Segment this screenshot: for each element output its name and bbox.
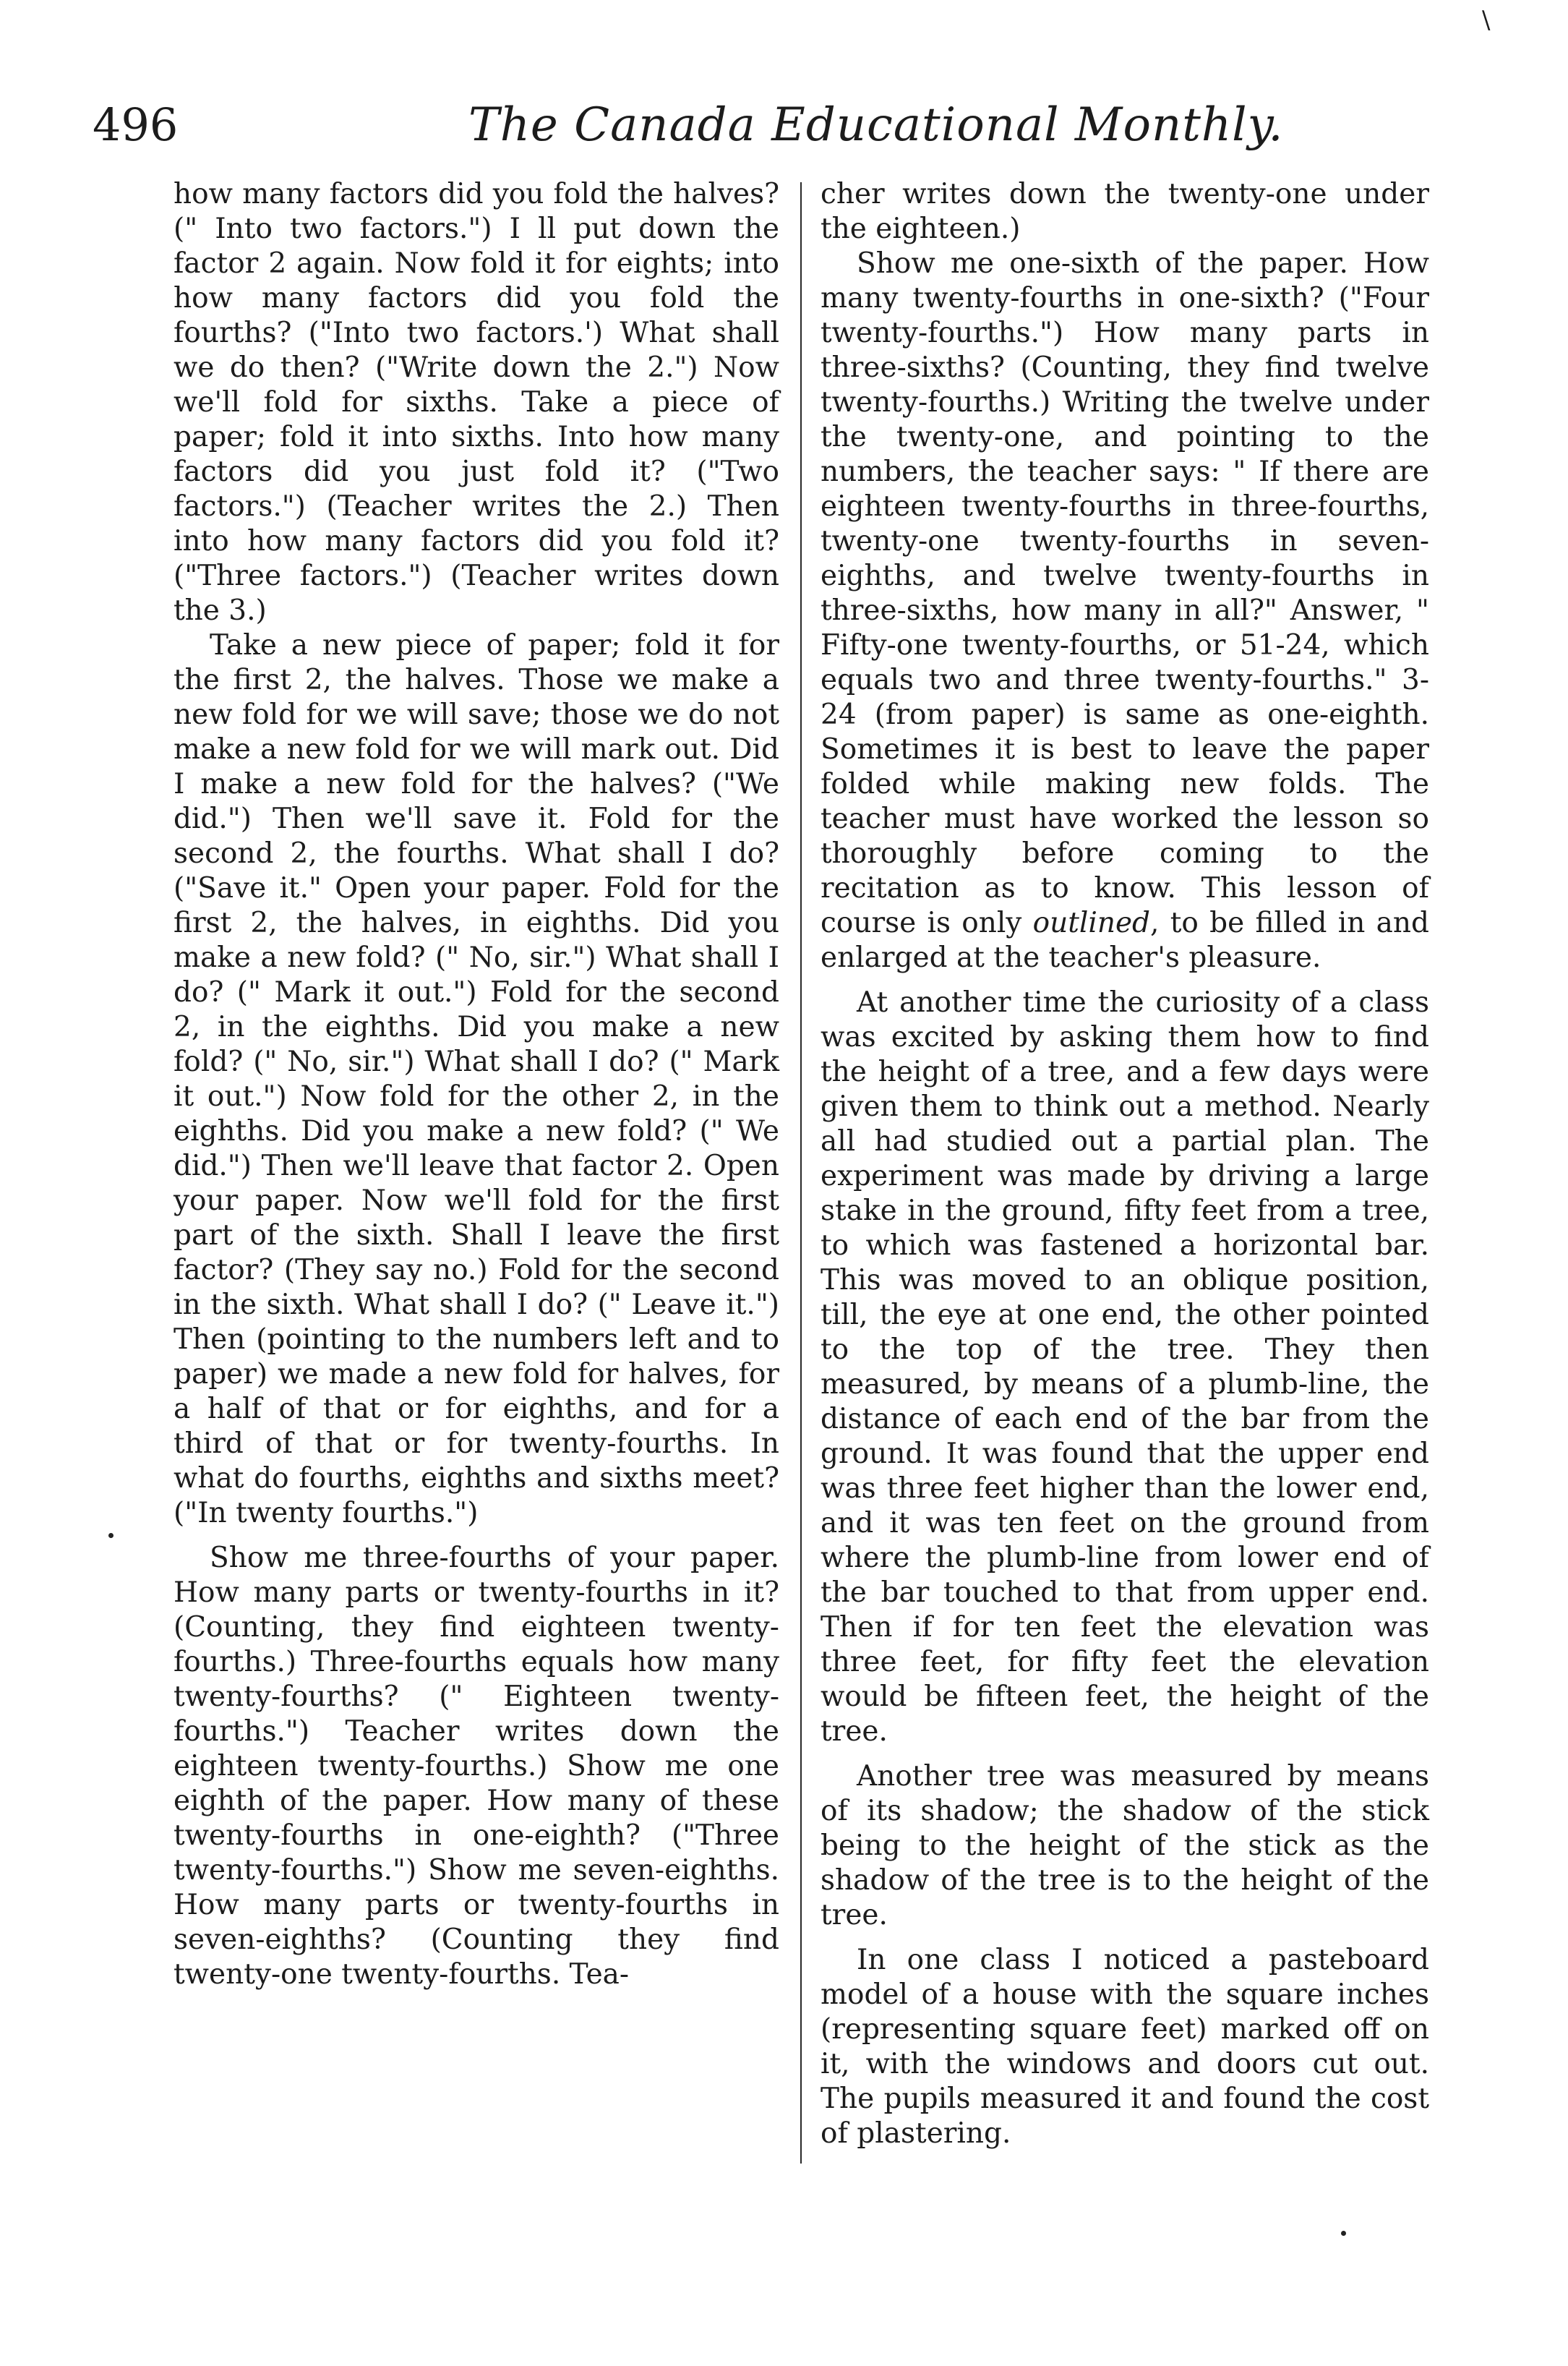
right-column [821,177,1429,2151]
paragraph-text: Show me one-sixth of the paper. How many twenty-fourths in one-sixth? ("Four twenty-fourths.") How many parts in three-sixths? (Counting, they find twelve twenty-fourths.) Writing the twelve under the twenty-one, and pointing to the numbers, the teacher says: " If there are eighteen twenty-fourths in three-fourths, twenty-one twenty-fourths in seven-eighths, and twelve twenty-fourths in three-sixths, how many in all?" Answer, " Fifty-one twenty-fourths, or 51-24, which equals two and three twenty-fourths." 3-24 (from paper) is same as one-eighth. Sometimes it is best to leave the paper folded while making new folds. The teacher must have worked the lesson so thoroughly before coming to the recitation as to know. This lesson of course is only [821,247,1429,939]
corner-mark: \ [1482,6,1491,35]
paragraph: Take a new piece of paper; fold it for the first 2, the halves. Those we make a new fold for we will save; those we do not make a new fold for we will mark out. Did I make a new fold for the halves? ("We did.") Then we'll save it. Fold for the second 2, the fourths. What shall I do? ("Save it." Open your paper. Fold for the first 2, the halves, in eighths. Did you make a new fold? (" No, sir.") What shall I do? (" Mark it out.") Fold for the second 2, in the eighths. Did you make a new fold? (" No, sir.") What shall I do? (" Mark it out.") Now fold for the other 2, in the eighths. Did you make a new fold? (" We did.") Then we'll leave that factor 2. Open your paper. Now we'll fold for the first part of the sixth. Shall I leave the first factor? (They say no.) Fold for the second in the sixth. What shall I do? (" Leave it.") Then (pointing to the numbers left and to paper) we made a new fold for halves, for a half of that or for eighths, and for a third of that or for twenty-fourths. In what do fourths, eighths and sixths meet? ("In twenty fourths.") [173,629,779,1529]
page-header [0,98,1568,163]
paragraph: At another time the curiosity of a class was excited by asking them how to find the height of a tree, and a few days were given them to think out a method. Nearly all had studied out a partial plan. The experiment was made by driving a large stake in the ground, fifty feet from a tree, to which was fastened a horizontal bar. This was moved to an oblique position, till, the eye at one end, the other pointed to the top of the tree. They then measured, by means of a plumb-line, the distance of each end of the bar from the ground. It was found that the upper end was three feet higher than the lower end, and it was ten feet on the ground from where the plumb-line from lower end of the bar touched to that from upper end. Then if for ten feet the elevation was three feet, for fifty feet the elevation would be fifteen feet, the height of the tree. [821,986,1429,1748]
paragraph: In one class I noticed a pasteboard model of a house with the square inches (representing square feet) marked off on it, with the windows and doors cut out. The pupils measured it and found the cost of plastering. [821,1944,1429,2150]
margin-dot [1341,2231,1346,2236]
paragraph: Another tree was measured by means of its shadow; the shadow of the stick being to the height of the stick as the shadow of the tree is to the height of the tree. [821,1760,1429,1931]
column-divider [800,182,802,2164]
paragraph: Show me three-fourths of your paper. How many parts or twenty-fourths in it? (Counting, they find eighteen twenty-fourths.) Three-fourths equals how many twenty-fourths? (" Eighteen twenty-fourths.") Teacher writes down the eighteen twenty-fourths.) Show me one eighth of the paper. How many of these twenty-fourths in one-eighth? ("Three twenty-fourths.") Show me seven-eighths. How many parts or twenty-fourths in seven-eighths? (Counting they find twenty-one twenty-fourths. Tea- [173,1542,779,1991]
page-number: 496 [93,98,179,151]
paragraph-text-tail: , to be filled in and enlarged at the teacher's pleasure. [821,907,1429,974]
running-title: The Canada Educational Monthly. [468,98,1284,152]
left-column [173,177,779,1992]
paragraph: cher writes down the twenty-one under the eighteen.) [821,178,1429,245]
paragraph [821,247,1429,975]
paragraph: how many factors did you fold the halves? (" Into two factors.") I ll put down the factor 2 again. Now fold it for eights; into how many factors did you fold the fourths? ("Into two factors.') What shall we do then? ("Write down the 2.") Now we'll fold for sixths. Take a piece of paper; fold it into sixths. Into how many factors did you just fold it? ("Two factors.") (Teacher writes the 2.) Then into how many factors did you fold it? ("Three factors.") (Teacher writes down the 3.) [173,178,779,627]
emphasis-text: outlined [1032,907,1151,939]
margin-dot [108,1533,113,1538]
